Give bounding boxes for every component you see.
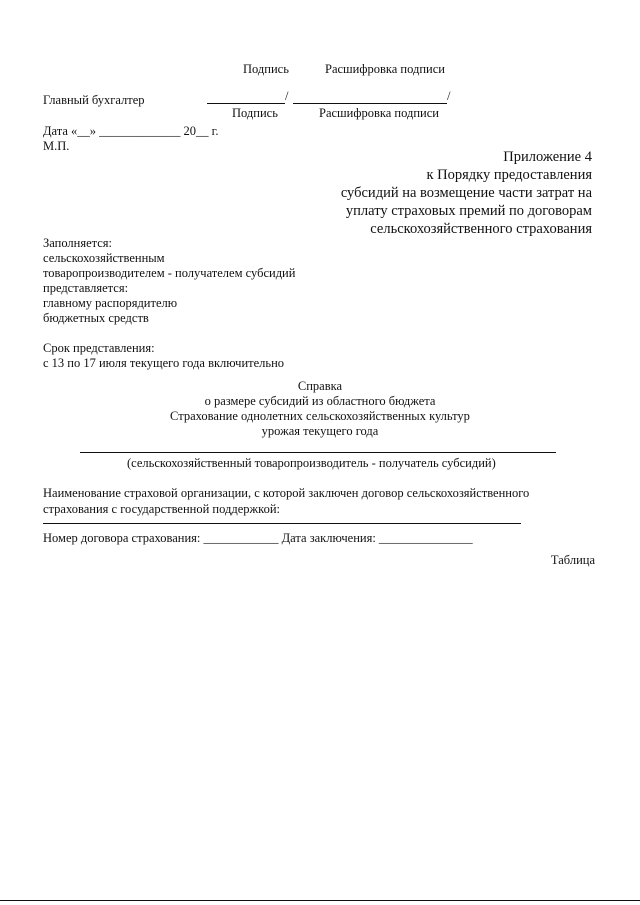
- appendix-line: Приложение 4: [503, 149, 592, 165]
- title-line: о размере субсидий из областного бюджета: [204, 394, 436, 408]
- appendix-line: субсидий на возмещение части затрат на: [340, 185, 592, 201]
- recipient-line[interactable]: [80, 452, 556, 453]
- date-field[interactable]: Дата «__» _____________ 20__ г.: [43, 124, 219, 138]
- contract-field[interactable]: Номер договора страхования: ____________ Дата заключения: _______________: [43, 531, 473, 545]
- table-label: Таблица: [550, 553, 595, 567]
- top-signature-label: Подпись: [243, 62, 289, 76]
- appendix-line: уплату страховых премий по договорам: [345, 203, 592, 219]
- insurer-name-line[interactable]: [43, 523, 521, 524]
- deadline-line: Срок представления:: [43, 341, 155, 355]
- decode-caption: Расшифровка подписи: [319, 106, 439, 120]
- slash-end: /: [447, 89, 451, 103]
- fill-info-line: товаропроизводителем - получателем субсидий: [43, 266, 296, 280]
- title-line: Справка: [297, 379, 343, 393]
- appendix-line: сельскохозяйственного страхования: [370, 221, 592, 237]
- page-bottom-rule: [0, 900, 640, 901]
- decode-line[interactable]: [293, 103, 447, 104]
- slash-separator: /: [285, 89, 289, 103]
- title-block: [120, 379, 520, 439]
- fill-info-block: [43, 236, 295, 326]
- fill-info-line: сельскохозяйственным: [43, 251, 165, 265]
- appendix-block: [292, 148, 592, 238]
- recipient-caption: (сельскохозяйственный товаропроизводитель - получатель субсидий): [127, 456, 496, 470]
- fill-info-line: бюджетных средств: [43, 311, 149, 325]
- title-line: Страхование однолетних сельскохозяйственных культур: [170, 409, 470, 423]
- fill-info-line: представляется:: [43, 281, 129, 295]
- insurer-line2: страхования с государственной поддержкой:: [43, 502, 280, 516]
- top-decode-label: Расшифровка подписи: [325, 62, 445, 76]
- fill-info-line: Заполняется:: [43, 236, 113, 250]
- deadline-block: [43, 341, 284, 371]
- signature-caption: Подпись: [232, 106, 278, 120]
- insurer-line1: Наименование страховой организации, с которой заключен договор сельскохозяйственного: [43, 486, 530, 500]
- stamp-place: М.П.: [43, 139, 70, 153]
- deadline-line: с 13 по 17 июля текущего года включительно: [43, 356, 285, 370]
- appendix-line: к Порядку предоставления: [426, 167, 592, 183]
- title-line: урожая текущего года: [261, 424, 379, 438]
- fill-info-line: главному распорядителю: [43, 296, 178, 310]
- signature-line[interactable]: [207, 103, 285, 104]
- chief-accountant-label: Главный бухгалтер: [43, 93, 145, 107]
